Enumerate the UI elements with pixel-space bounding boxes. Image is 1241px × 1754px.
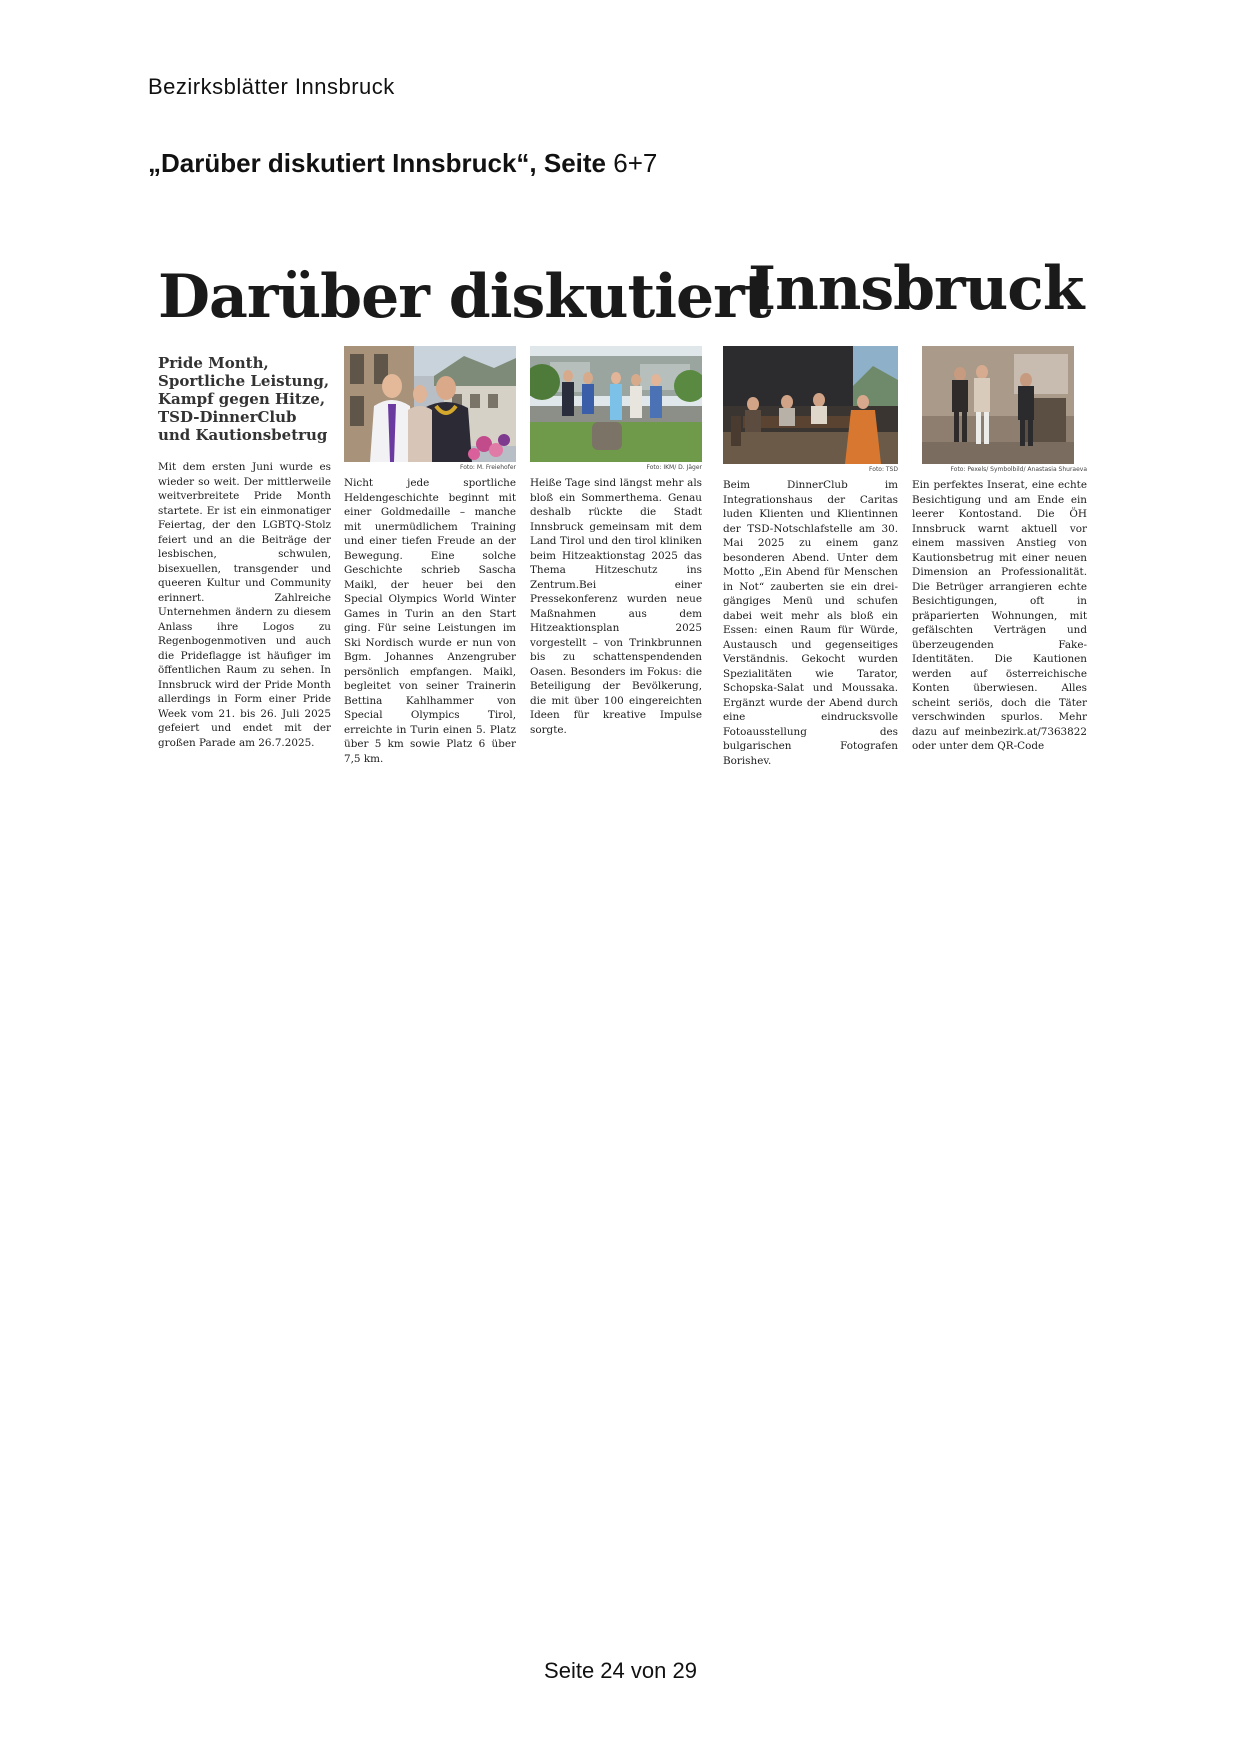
photo-heat-press [530, 346, 702, 462]
article-reference-pages: 6+7 [606, 148, 658, 178]
article-reference [148, 148, 657, 179]
article-heat-text: Heiße Tage sind längst mehr als bloß ein Sommerthema. Genau deshalb rückte die Stadt Innsbruck gemeinsam mit dem Land Tirol und den tirol kliniken beim Hitzeaktionstag 2025 das Thema Hitzeschutz ins Zentrum.Bei einer Pressekonferenz wurden neue Maßnahmen aus dem Hitzeaktionsplan 2025 vorgestellt – von Trinkbrunnen bis zu schattenspendenden Oasen. Besonders im Fokus: die Beteiligung der Bevölkerung, die mit über 100 eingereichten Ideen für kreative Impulse sorgte. [530, 477, 702, 736]
photo-dinnerclub [723, 346, 898, 464]
column-sport [344, 346, 516, 766]
newspaper-clipping [158, 254, 1088, 767]
masthead-left: Darüber diskutiert [158, 262, 771, 332]
credit-heat-photo: Foto: IKM/ D. Jäger [646, 464, 702, 471]
masthead-right: Innsbruck [748, 254, 1084, 324]
publication-header: Bezirksblätter Innsbruck [148, 74, 395, 99]
column-pride-month [158, 346, 331, 750]
clipping-lead: Pride Month, Sportliche Leistung, Kampf gegen Hitze, TSD-DinnerClub und Kautionsbetrug [158, 354, 330, 444]
article-deposit-fraud-text: Ein perfektes Inserat, eine echte Besichtigung und am Ende ein leerer Kontostand. Die ÖH Innsbruck warnt aktuell vor einem massiven Anstieg von Kautionsbetrug mit einer neuen Dimension an Professionalität. Die Betrüger arrangieren echte Besichtigungen, oft in präparierten Wohnungen, mit gefälschten Verträgen und überzeugenden Fake-Identitäten. Die Kautionen werden auf österreichische Konten überwiesen. Alles scheint seriös, doch die Täter verschwinden spurlos. Mehr dazu auf meinbezirk.at/7363822 oder unter dem QR-Code [912, 479, 1087, 752]
clipping-masthead [158, 254, 1088, 340]
credit-apartment-photo: Foto: Pexels/ Symbolbild/ Anastasia Shuraeva [950, 466, 1087, 473]
page-number: Seite 24 von 29 [544, 1658, 697, 1683]
article-pride-month-text: Mit dem ersten Juni wurde es wieder so weit. Der mittlerweile weitverbreitete Pride Month startete. Er ist ein einmonatiger Feiertag, der den LGBTQ-Stolz feiert und an die Beiträge der lesbischen, schwulen, bisexuellen, transgender und queeren Kultur und Community erinnert. Zahlreiche Unternehmen ändern zu diesem Anlass ihre Logos zu Regenbogenmotiven und auch die Prideflagge ist häufiger im öffentlichen Raum zu sehen. In Innsbruck wird der Pride Month allerdings in Form einer Pride Week vom 21. bis 26. Juli 2025 gefeiert und endet mit der großen Parade am 26.7.2025. [158, 461, 331, 749]
article-dinnerclub-text: Beim DinnerClub im Integrationshaus der Caritas luden Klienten und Klientinnen der TSD-Notschlafstelle am 30. Mai 2025 zu einem ganz besonderen Abend. Unter dem Motto „Ein Abend für Menschen in Not“ zauberten sie ein drei-gängiges Menü und schufen dabei weit mehr als bloß ein Essen: einen Raum für Würde, Austausch und gegenseitiges Verständnis. Gekocht wurden Spezialitäten wie Tarator, Schopska-Salat und Moussaka. Ergänzt wurde der Abend durch eine eindrucksvolle Fotoausstellung des bulgarischen Fotografen Borishev. [723, 479, 898, 767]
photo-apartment-viewing [922, 346, 1074, 464]
photo-sport-reception [344, 346, 516, 462]
article-sport-text: Nicht jede sportliche Heldengeschichte beginnt mit einer Goldmedaille – manche mit unermüdlichem Training und einer tiefen Freude an der Bewegung. Eine solche Geschichte schrieb Sascha Maikl, der heuer bei den Special Olympics World Winter Games in Turin an den Start ging. Für seine Leistungen im Ski Nordisch wurde er nun von Bgm. Johannes Anzengruber persönlich empfangen. Maikl, begleitet von seiner Trainerin Bettina Kahlhammer von Special Olympics Tirol, erreichte in Turin einen 5. Platz über 5 km sowie Platz 6 über 7,5 km. [344, 477, 516, 765]
article-reference-title: „Darüber diskutiert Innsbruck“, Seite [148, 148, 607, 178]
credit-dinnerclub-photo: Foto: TSD [869, 466, 898, 473]
column-heat [530, 346, 702, 737]
column-dinnerclub [723, 346, 898, 768]
credit-sport-photo: Foto: M. Freiehofer [460, 464, 516, 471]
column-deposit-fraud [912, 346, 1087, 754]
